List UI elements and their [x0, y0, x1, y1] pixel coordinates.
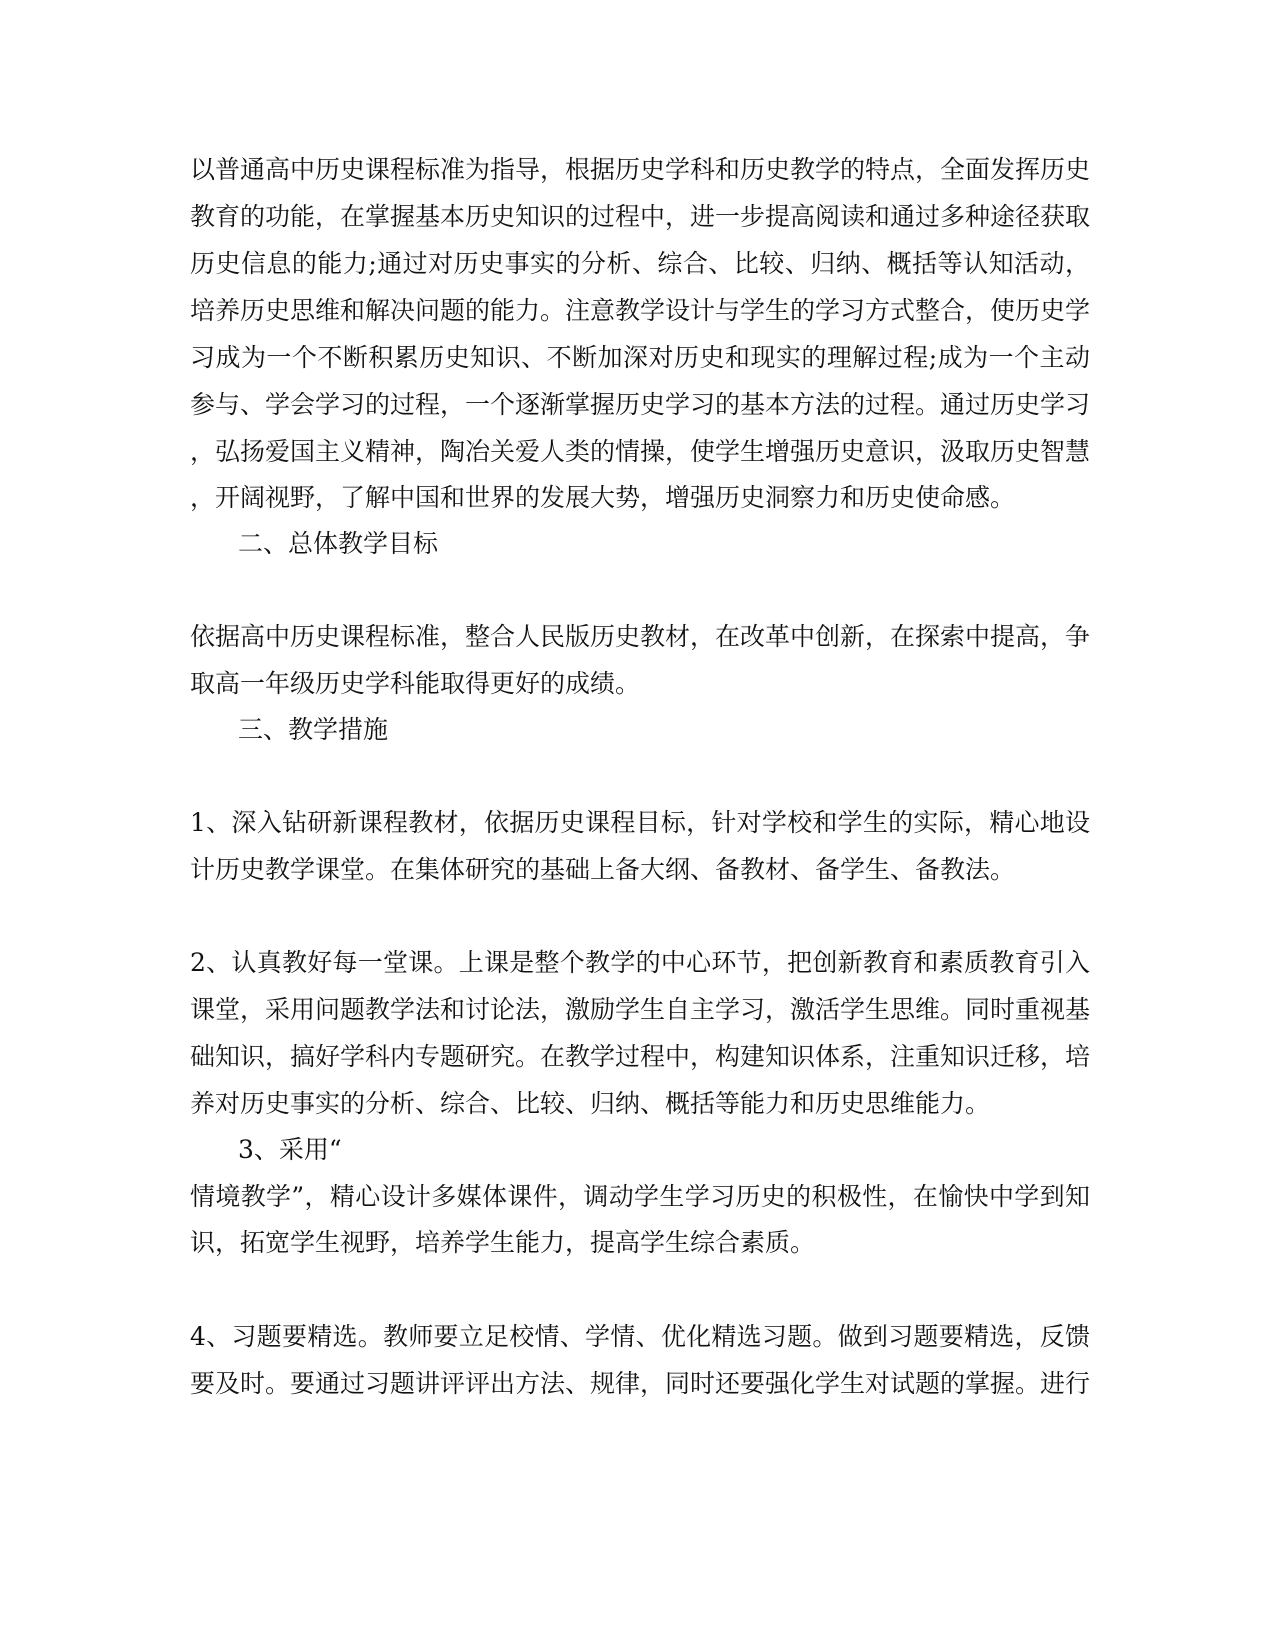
- item-2-line-3: 础知识，搞好学科内专题研究。在教学过程中，构建知识体系，注重知识迁移，培: [190, 1042, 1091, 1071]
- paragraph-1-line-8: ，开阔视野，了解中国和世界的发展大势，增强历史洞察力和历史使命感。: [190, 483, 1016, 512]
- paragraph-1-line-5: 习成为一个不断积累历史知识、不断加深对历史和现实的理解过程;成为一个主动: [190, 343, 1090, 372]
- item-4-line-2: 要及时。要通过习题讲评评出方法、规律，同时还要强化学生对试题的掌握。进行: [190, 1369, 1091, 1398]
- item-4-line-1: 4、习题要精选。教师要立足校情、学情、优化精选习题。做到习题要精选，反馈: [190, 1322, 1090, 1351]
- item-3-line-3: 识，拓宽学生视野，培养学生能力，提高学生综合素质。: [190, 1228, 816, 1257]
- paragraph-2-line-2: 取高一年级历史学科能取得更好的成绩。: [190, 669, 641, 698]
- section-heading-goals: 二、总体教学目标: [238, 529, 439, 558]
- paragraph-1-line-6: 参与、学会学习的过程，一个逐渐掌握历史学习的基本方法的过程。通过历史学习: [190, 390, 1091, 419]
- section-heading-measures: 三、教学措施: [238, 715, 389, 744]
- paragraph-1-line-4: 培养历史思维和解决问题的能力。注意教学设计与学生的学习方式整合，使历史学: [190, 296, 1091, 325]
- paragraph-1-line-2: 教育的功能，在掌握基本历史知识的过程中，进一步提高阅读和通过多种途径获取: [190, 202, 1091, 231]
- item-3-line-2: 情境教学”，精心设计多媒体课件，调动学生学习历史的积极性，在愉快中学到知: [190, 1182, 1090, 1211]
- item-2-line-2: 课堂，采用问题教学法和讨论法，激励学生自主学习，激活学生思维。同时重视基: [190, 995, 1091, 1024]
- paragraph-1-line-1: 以普通高中历史课程标准为指导，根据历史学科和历史教学的特点，全面发挥历史: [190, 155, 1091, 184]
- item-1-line-1: 1、深入钻研新课程教材，依据历史课程目标，针对学校和学生的实际，精心地设: [190, 808, 1090, 837]
- paragraph-1-line-3: 历史信息的能力;通过对历史事实的分析、综合、比较、归纳、概括等认知活动，: [190, 249, 1090, 278]
- item-2-line-1: 2、认真教好每一堂课。上课是整个教学的中心环节，把创新教育和素质教育引入: [190, 948, 1090, 977]
- paragraph-1-line-7: ，弘扬爱国主义精神，陶冶关爱人类的情操，使学生增强历史意识，汲取历史智慧: [190, 437, 1091, 466]
- item-1-line-2: 计历史教学课堂。在集体研究的基础上备大纲、备教材、备学生、备教法。: [190, 855, 1016, 884]
- item-3-line-1: 3、采用“: [238, 1135, 342, 1164]
- paragraph-2-line-1: 依据高中历史课程标准，整合人民版历史教材，在改革中创新，在探索中提高，争: [190, 622, 1091, 651]
- item-2-line-4: 养对历史事实的分析、综合、比较、归纳、概括等能力和历史思维能力。: [190, 1089, 991, 1118]
